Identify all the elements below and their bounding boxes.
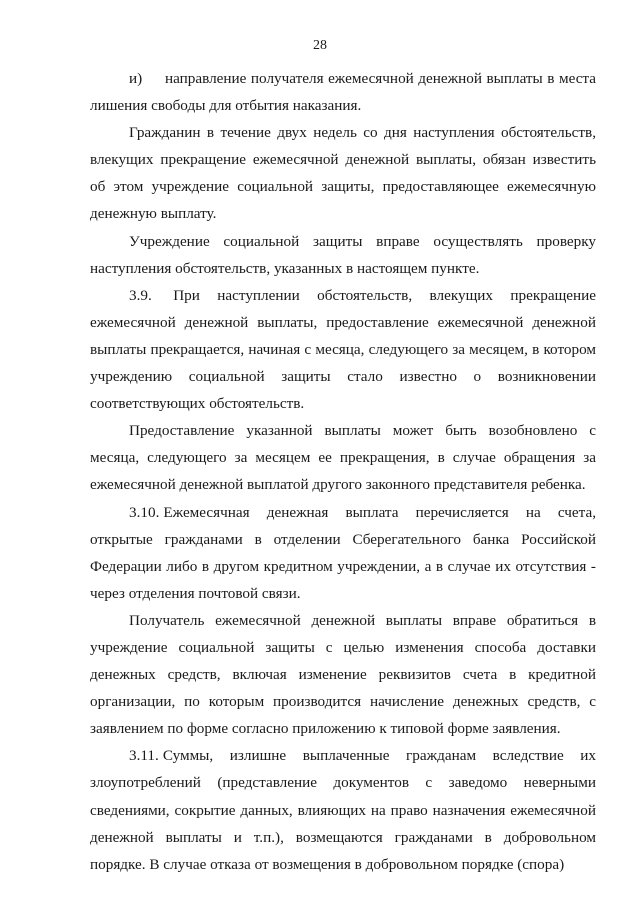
clause-text: При наступлении обстоятельств, влекущих прекращение ежемесячной денежной выплаты, предоставление ежемесячной денежной выплаты прекращается, начиная с месяца, следующего за месяцем, в котором учреждению социальной защиты стало известно о возникновении соответствующих обстоятельств.: [90, 286, 597, 413]
paragraph-text: Получатель ежемесячной денежной выплаты вправе обратиться в учреждение социальной защиты с целью изменения способа доставки денежных средств, включая изменение реквизитов счета в кредитной организации, по которым производится начисление денежных средств, с заявлением по форме согласно приложению к типовой форме заявления.: [90, 611, 596, 738]
clause-number: 3.9.: [129, 286, 152, 304]
paragraph-delivery-change: [90, 607, 596, 742]
clause-text: Ежемесячная денежная выплата перечисляется на счета, открытые гражданами в отделении Сберегательного банка Российской Федерации либо в другом кредитном учреждении, а в случае их отсутствия - через отделения почтовой связи.: [90, 503, 596, 602]
list-item-letter: и): [129, 70, 143, 87]
clause-number: 3.11.: [129, 747, 159, 765]
clause-3-9: [90, 282, 596, 417]
list-item-i: [90, 65, 596, 119]
paragraph-text: Предоставление указанной выплаты может быть возобновлено с месяца, следующего за месяцем ее прекращения, в случае обращения за ежемесячной денежной выплатой другого законного представителя ребенка.: [90, 422, 596, 494]
paragraph-verification-right: [90, 228, 596, 282]
page-number: 28: [313, 38, 327, 53]
paragraph-text: Гражданин в течение двух недель со дня наступления обстоятельств, влекущих прекращение ежемесячной денежной выплаты, обязан известить об этом учреждение социальной защиты, предоставляющее ежемесячную денежную выплату.: [90, 124, 596, 223]
clause-3-10: [90, 499, 596, 607]
document-body: [90, 65, 596, 878]
clause-text: Суммы, излишне выплаченные гражданам вследствие их злоупотреблений (представление документов с заведомо неверными сведениями, сокрытие данных, влияющих на право назначения ежемесячной денежной выплаты и т.п.), возмещаются гражданами в добровольном порядке. В случае отказа от возмещения в добровольном порядке (спора): [90, 747, 596, 873]
paragraph-notification-duty: [90, 119, 596, 227]
list-item-text: направление получателя ежемесячной денежной выплаты в места лишения свободы для отбытия наказания.: [90, 70, 596, 115]
paragraph-text: Учреждение социальной защиты вправе осуществлять проверку наступления обстоятельств, указанных в настоящем пункте.: [90, 232, 596, 277]
clause-number: 3.10.: [129, 503, 160, 521]
clause-3-11: [90, 742, 596, 877]
paragraph-resumption: [90, 417, 596, 498]
